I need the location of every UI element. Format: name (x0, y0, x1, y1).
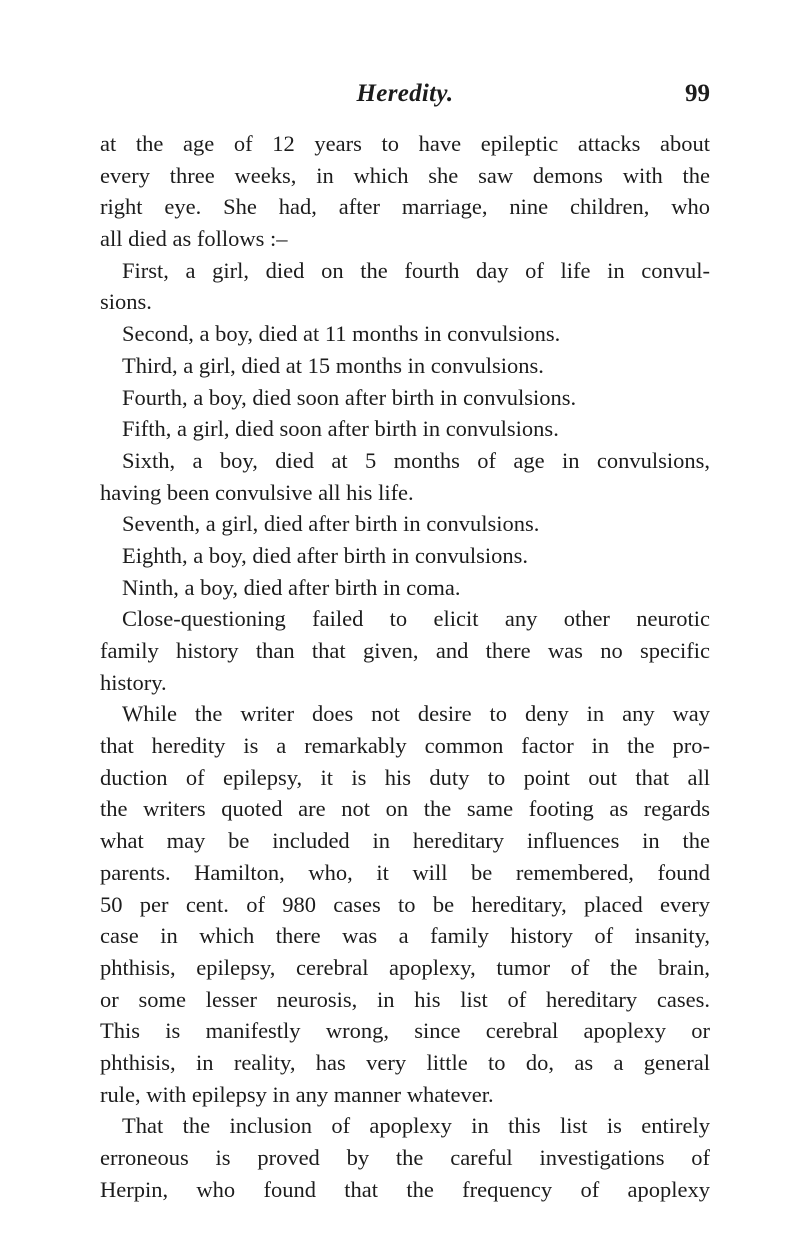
text-line: Ninth, a boy, died after birth in coma. (122, 574, 461, 600)
text-line: every three weeks, in which she saw demons with the (100, 162, 710, 188)
text-line: Seventh, a girl, died after birth in convulsions. (122, 511, 540, 537)
text-line: This is manifestly wrong, since cerebral apoplexy or (100, 1018, 710, 1044)
text-line: Herpin, who found that the frequency of apoplexy (100, 1176, 710, 1202)
text-line: or some lesser neurosis, in his list of hereditary cases. (100, 986, 710, 1012)
text-line: While the writer does not desire to deny in any way (122, 701, 710, 727)
running-head (100, 80, 710, 110)
text-line: having been convulsive all his life. (100, 479, 414, 505)
text-line: First, a girl, died on the fourth day of life in convul- (122, 257, 710, 283)
text-line: Close-questioning failed to elicit any other neurotic (122, 606, 710, 632)
text-line: Fifth, a girl, died soon after birth in convulsions. (122, 416, 559, 442)
text-line: the writers quoted are not on the same footing as regards (100, 796, 710, 822)
page-number: 99 (685, 80, 710, 107)
running-title: Heredity. (356, 80, 454, 107)
text-line: Second, a boy, died at 11 months in convulsions. (122, 321, 561, 347)
text-line: That the inclusion of apoplexy in this list is entirely (122, 1113, 710, 1139)
text-line: parents. Hamilton, who, it will be remembered, found (100, 859, 710, 885)
text-line: duction of epilepsy, it is his duty to point out that all (100, 764, 710, 790)
text-line: erroneous is proved by the careful investigations of (100, 1145, 710, 1170)
body-text (100, 128, 710, 1205)
text-line: family history than that given, and there was no specific (100, 638, 710, 663)
text-line: Fourth, a boy, died soon after birth in convulsions. (122, 384, 577, 410)
text-line: all died as follows :– (100, 226, 288, 252)
text-line: that heredity is a remarkably common factor in the pro- (100, 733, 710, 759)
text-line: Eighth, a boy, died after birth in convulsions. (122, 542, 528, 568)
text-line: 50 per cent. of 980 cases to be hereditary, placed every (100, 891, 710, 917)
text-line: case in which there was a family history of insanity, (100, 923, 710, 949)
text-line: Sixth, a boy, died at 5 months of age in convulsions, (122, 447, 710, 473)
text-line: right eye. She had, after marriage, nine children, who (100, 194, 710, 220)
text-line: rule, with epilepsy in any manner whatever. (100, 1081, 494, 1107)
text-line: what may be included in hereditary influences in the (100, 828, 710, 854)
text-line: history. (100, 669, 167, 695)
text-line: Third, a girl, died at 15 months in convulsions. (122, 352, 544, 378)
text-line: phthisis, in reality, has very little to do, as a general (100, 1049, 710, 1075)
text-line: at the age of 12 years to have epileptic attacks about (100, 131, 710, 156)
text-line: phthisis, epilepsy, cerebral apoplexy, tumor of the brain, (100, 954, 710, 980)
text-line: sions. (100, 289, 152, 315)
